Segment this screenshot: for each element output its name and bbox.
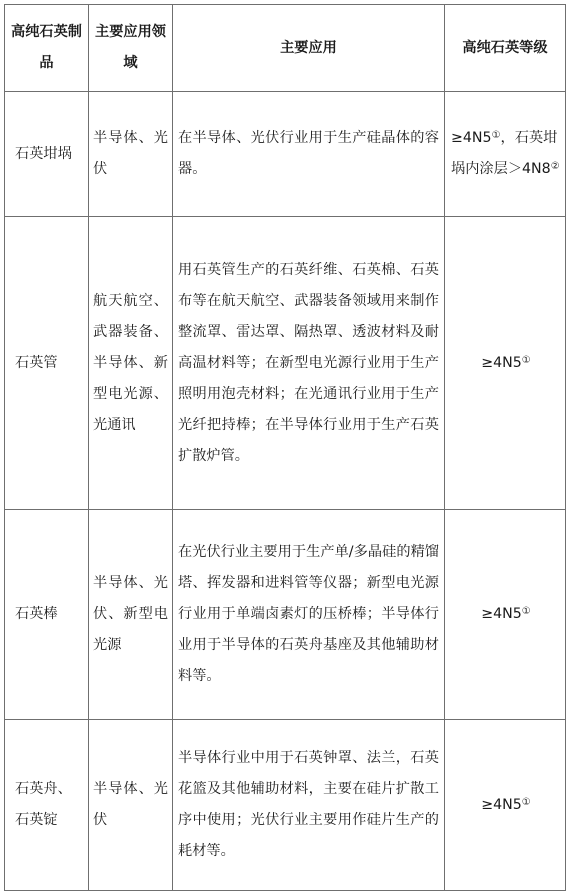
header-product: 高纯石英制品 — [5, 5, 89, 92]
grade-cell: ≥4N5① — [445, 510, 566, 720]
table-row — [5, 92, 566, 217]
header-field: 主要应用领域 — [89, 5, 173, 92]
header-grade: 高纯石英等级 — [445, 5, 566, 92]
product-cell: 石英坩埚 — [5, 92, 89, 217]
usage-cell: 半导体行业中用于石英钟罩、法兰，石英花篮及其他辅助材料，主要在硅片扩散工序中使用；光伏行业主要用作硅片生产的耗材等。 — [173, 720, 445, 891]
table-row — [5, 720, 566, 891]
field-cell: 航天航空、武器装备、半导体、新型电光源、光通讯 — [89, 217, 173, 510]
table-row — [5, 510, 566, 720]
product-cell: 石英管 — [5, 217, 89, 510]
usage-cell: 用石英管生产的石英纤维、石英棉、石英布等在航天航空、武器装备领域用来制作整流罩、雷达罩、隔热罩、透波材料及耐高温材料等；在新型电光源行业用于生产照明用泡壳材料；在光通讯行业用于生产光纤把持棒；在半导体行业用于生产石英扩散炉管。 — [173, 217, 445, 510]
usage-cell: 在半导体、光伏行业用于生产硅晶体的容器。 — [173, 92, 445, 217]
table-row — [5, 217, 566, 510]
header-row — [5, 5, 566, 92]
product-cell: 石英舟、石英锭 — [5, 720, 89, 891]
quartz-products-table — [4, 4, 566, 891]
usage-cell: 在光伏行业主要用于生产单/多晶硅的精馏塔、挥发器和进料管等仪器；新型电光源行业用于单端卤素灯的压桥棒；半导体行业用于半导体的石英舟基座及其他辅助材料等。 — [173, 510, 445, 720]
field-cell: 半导体、光伏 — [89, 720, 173, 891]
product-cell: 石英棒 — [5, 510, 89, 720]
grade-cell: ≥4N5① — [445, 217, 566, 510]
field-cell: 半导体、光伏、新型电光源 — [89, 510, 173, 720]
header-usage: 主要应用 — [173, 5, 445, 92]
grade-cell: ≥4N5① — [445, 720, 566, 891]
field-cell: 半导体、光伏 — [89, 92, 173, 217]
grade-cell: ≥4N5①，石英坩埚内涂层＞4N8② — [445, 92, 566, 217]
